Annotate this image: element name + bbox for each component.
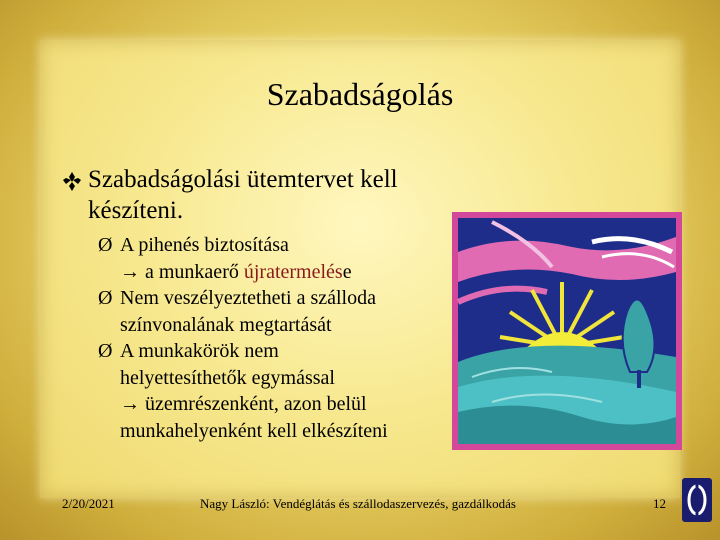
sub-bullet-1-line-1: A pihenés biztosítása <box>120 234 289 256</box>
highlighted-term: újratermelés <box>243 260 343 283</box>
sub-bullet-3-line-4: munkahelyenként kell elkészíteni <box>120 419 388 442</box>
sub-bullet-1 <box>98 232 458 285</box>
sunrise-landscape-image <box>452 212 682 450</box>
slide-title: Szabadságolás <box>266 76 454 112</box>
sub-bullet-2-line-2: színvonalának megtartását <box>120 313 332 336</box>
logo-icon <box>682 478 712 522</box>
slide-number: 12 <box>653 496 666 511</box>
sub-bullet-1-line-2-suffix: e <box>342 260 352 283</box>
footer-date: 2/20/2021 <box>62 496 115 511</box>
sub-bullet-1-line-2 <box>120 259 458 286</box>
arrowhead-bullet-icon: Ø <box>98 234 113 256</box>
sub-bullet-1-line-2-prefix: a munkaerő <box>145 260 244 283</box>
right-arrow-icon: → <box>120 393 140 415</box>
footer-author-course: Nagy László: Vendéglátás és szállodaszervezés, gazdálkodás <box>200 496 516 511</box>
sub-bullet-2 <box>98 285 458 338</box>
sub-bullet-list <box>98 232 458 444</box>
sub-bullet-3-line-2: helyettesíthetők egymással <box>120 366 335 389</box>
main-bullet-line-1: Szabadságolási ütemtervet kell <box>88 166 398 193</box>
main-bullet-line-2: készíteni. <box>88 197 184 224</box>
arrowhead-bullet-icon: Ø <box>98 287 113 309</box>
sub-bullet-3-line-1: A munkakörök nem <box>120 340 279 362</box>
sub-bullet-3-line-3 <box>120 391 458 418</box>
sub-bullet-3 <box>98 338 458 444</box>
sub-bullet-3-line-3-text: üzemrészenként, azon belül <box>145 393 367 415</box>
sub-bullet-2-line-1: Nem veszélyeztetheti a szálloda <box>120 287 376 309</box>
arrowhead-bullet-icon: Ø <box>98 340 113 362</box>
right-arrow-icon: → <box>120 260 140 283</box>
